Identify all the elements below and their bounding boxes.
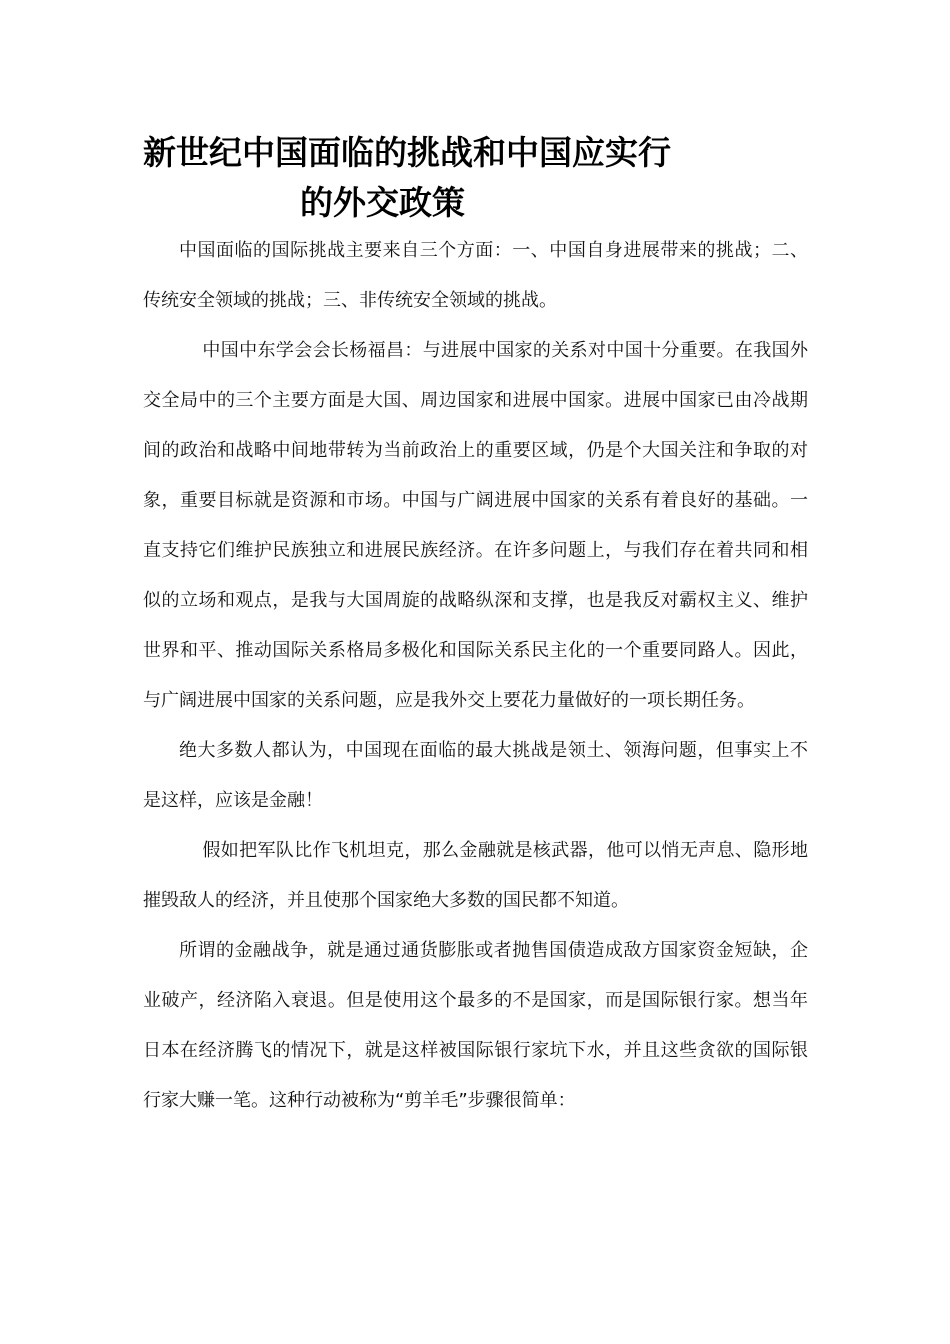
paragraph-finance-challenge: 绝大多数人都认为，中国现在面临的最大挑战是领土、领海问题，但事实上不是这样，应该是金融！ — [143, 740, 808, 811]
title-line-2: 的外交政策 — [300, 183, 465, 222]
title-line-1: 新世纪中国面临的挑战和中国应实行 — [143, 133, 671, 172]
paragraph-yang-fuchang: 中国中东学会会长杨福昌：与进展中国家的关系对中国十分重要。在我国外交全局中的三个主要方面是大国、周边国家和进展中国家。进展中国家已由冷战期间的政治和战略中间地带转为当前政治上的重要区域，仍是个大国关注和争取的对象，重要目标就是资源和市场。中国与广阔进展中国家的关系有着良好的基础。一直支持它们维护民族独立和进展民族经济。在许多问题上，与我们存在着共同和相似的立场和观点，是我与大国周旋的战略纵深和支撑，也是我反对霸权主义、维护世界和平、推动国际关系格局多极化和国际关系民主化的一个重要同路人。因此，与广阔进展中国家的关系问题，应是我外交上要花力量做好的一项长期任务。 — [143, 340, 808, 711]
document-title — [143, 128, 671, 228]
paragraph-nuclear-analogy: 假如把军队比作飞机坦克，那么金融就是核武器，他可以悄无声息、隐形地摧毁敌人的经济，并且使那个国家绝大多数的国民都不知道。 — [143, 840, 808, 911]
document-body — [143, 226, 808, 1126]
paragraph-challenges: 中国面临的国际挑战主要来自三个方面：一、中国自身进展带来的挑战；二、传统安全领域的挑战；三、非传统安全领域的挑战。 — [143, 240, 808, 311]
paragraph-financial-war: 所谓的金融战争，就是通过通货膨胀或者抛售国债造成敌方国家资金短缺，企业破产，经济陷入衰退。但是使用这个最多的不是国家，而是国际银行家。想当年日本在经济腾飞的情况下，就是这样被国际银行家坑下水，并且这些贪欲的国际银行家大赚一笔。这种行动被称为“剪羊毛”步骤很简单： — [143, 940, 808, 1111]
